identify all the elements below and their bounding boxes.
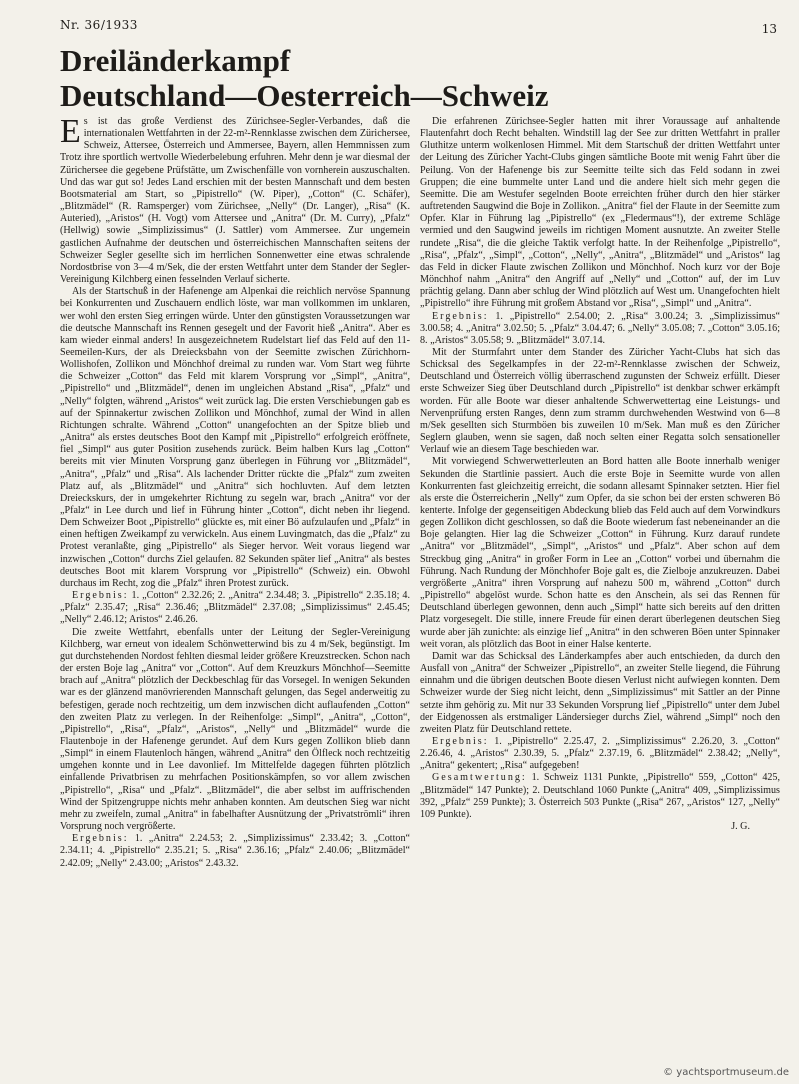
- result-text: 1. „Anitra“ 2.24.53; 2. „Simplizissimus“ 2.33.42; 3. „Cotton“ 2.34.11; 4. „Pipistrello“ 2.35.21; 5. „Risa“ 2.36.16; „Pfalz“ 2.40.06; „Blitzmädel“ 2.42.09; „Nelly“ 2.43.00; „Aristos“ 2.43.32.: [60, 833, 410, 869]
- intro-text: s ist das große Verdienst des Zürichsee-Segler-Verbandes, daß die internationalen Wettfahrten in der 22-m²-Rennklasse zwischen dem Zürichersee, Schweiz, Attersee, Österreich und Ammersee, Bayern, allen Hemmnissen zum Trotz ihre sportlich wertvolle Wiederbelebung erfuhren. Mehr denn je war diesmal der Zürichersee die gegebene Prüfstätte, um Zwischenfälle von vornherein auszuschalten. Und das war gut so! Jedes Land erschien mit der besten Mannschaft und dem besten Bootsmaterial am Start, so „Pipistrello“ (W. Piper), „Cotton“ (C. Schäfer), „Blitzmädel“ (R. Ramsperger) vom Zürichsee, „Nelly“ (Dr. Langer), „Risa“ (K. Auteried), „Aristos“ (H. Vogt) vom Attersee und „Anitra“ (Dr. M. Curry), „Pfalz“ (Hellwig) sowie „Simplizissimus“ (J. Sattler) vom Ammersee. Zur ungemein gastlichen Aufnahme der deutschen und österreichischen Mannschaften seitens der Schweizer Segler gesellte sich im herrlichen Sonnenwetter eine etwas schralende Nordostbrise von 3—4 m/Sek, die der ersten Wettfahrt unter dem Stander der Segler-Vereinigung Kilchberg einen fesselnden Verlauf sicherte.: [60, 116, 410, 286]
- paragraph: Als der Startschuß in der Hafenenge am Alpenkai die reichlich nervöse Spannung bei Konkurrenten und Zuschauern endlich löste, war man vollkommen im unklaren, wer wohl den ersten Sieg erringen würde. Unter den günstigsten Voraussetzungen war die deutsche Mannschaft ins Rennen gesegelt und der Favorit hieß „Anitra“. Aber es kam wieder einmal anders! In ausgezeichnetem Rudelstart lief das Feld auf den 11-Seemeilen-Kurs, der als Dreiecksbahn von der Seemitte zwischen Zürichhorn-Wollishofen, Zollikon und Mönchhof dreimal zu runden war. Vom Start weg führte die Schweizer „Cotton“ das Feld mit klarem Vorsprung vor „Simpl“, „Anitra“, „Pipistrello“ und „Blitzmädel“, denen im ungleichen Abstand „Risa“, „Pfalz“ und „Nelly“ folgten, während „Aristos“ weit zurück lag. Die ersten Verschiebungen gab es auf der Spinnakertur zwischen Zollikon und Mönchhof, zumal der Wind in allen Richtungen schralte. Während „Cotton“ unangefochten an der Spitze blieb und „Anitra“ als erstes deutsches Boot den Kampf mit „Pipistrello“ erfolgreich eröffnete, fiel „Simpl“ aus guter Position zusehends zurück. Beim halben Kurs lag „Cotton“ bereits mit vier Minuten Vorsprung ganz überlegen in Führung vor „Blitzmädel“, „Anitra“, „Pfalz“ und „Risa“. Als lachender Dritter rückte die „Pfalz“ zum zweiten Platz auf, als „Blitzmädel“ und „Anitra“ sich hochluvten. Auf dem letzten Dreieckskurs, der in umgekehrter Richtung zu segeln war, brach „Anitra“ vor der „Pfalz“ in Lee durch und lief in Führung hinter „Cotton“, dicht neben ihr liegend. Dem Schweizer Boot „Pipistrello“ glückte es, mit einer Bö aufzulaufen und „Pfalz“ in einen heftigen Zweikampf zu verwickeln. Aus einem Luvingmatch, das die „Pfalz“ zu Protest veranlaßte, ging „Pipistrello“ als Sieger hervor. Weit voraus liegend war inzwischen „Cotton“ durchs Ziel gelaufen. 82 Sekunden später lief „Anitra“ als bestes deutsches Boot mit klarem Vorsprung vor „Pipistrello“ (Schweiz) ein. Obwohl durchaus im Recht, zog die „Pfalz“ ihren Protest zurück.: [60, 286, 410, 589]
- paragraph: Die erfahrenen Zürichsee-Segler hatten mit ihrer Voraussage auf anhaltende Flautenfahrt doch Recht behalten. Windstill lag der See zur dritten Wettfahrt in praller Gluthitze unterm wolkenlosen Himmel. Mit dem Startschuß der dritten Wettfahrt unter der Leitung des Züricher Yacht-Clubs gingen sämtliche Boote mit wenig Fahrt über die Peilung. Von der Hafenenge bis zur Seemitte teilte sich das Feld sodann in zwei Gruppen; die eine bummelte unter Land und die andere hielt sich mehr gegen die Seemitte. Die am Westufer segelnden Boote erreichten früher durch den hier stärker auftretenden Saugwind die Boje in Zollikon. „Anitra“ fiel der Flaute in der Seemitte zum Opfer. Klar in Führung lag „Pipistrello“ (ex „Fledermaus“!), der extreme Schläge vermied und den Saugwind jeweils im richtigen Moment ausnutzte. An zweiter Stelle rundete „Risa“, die die gleiche Taktik verfolgt hatte. In der Reihenfolge „Pipistrello“, „Risa“, „Pfalz“, „Simpl“, „Cotton“, „Nelly“, „Anitra“, „Blitzmädel“ und „Aristos“ lag das Feld in dicker Flaute zwischen Zollikon und Mönchhof. Noch kurz vor der Boje Mönchhof nahm „Anitra“ den Angriff auf „Nelly“ und „Cotton“ auf, der im Luv prächtig gelang. Dann aber schlug der Wind plötzlich auf West um. Unangefochten hielt „Pipistrello“ ihre Führung mit großem Abstand vor „Risa“, „Simpl“ und „Anitra“.: [420, 116, 780, 310]
- result-label: Ergebnis:: [432, 310, 489, 322]
- paragraph: Mit der Sturmfahrt unter dem Stander des Züricher Yacht-Clubs hat sich das Schicksal des Segelkampfes in der 22-m²-Rennklasse zwischen der Schweiz, Deutschland und Österreich völlig überraschend zugunsten der Schweiz erfüllt. Dieser erste Schweizer Sieg über Deutschland durch „Pipistrello“ ist denkbar schwer erkämpft worden. Für alle Boote war dieser anhaltende Schwerwettertag eine Leistungs- und Nervenprüfung ersten Ranges, denn zum stramm durchwehenden Westwind von 6—8 m/Sek gesellten sich Sturmböen bis zuweilen 10 m/Sek. Man muß es den Züricher Seglern glauben, wenn sie sagen, daß noch selten einer Regatta solch sensationeller Verlauf wie an diesem Tage beschieden war.: [420, 346, 780, 456]
- result-paragraph: [420, 311, 780, 347]
- article-title-line1: Dreiländerkampf: [60, 43, 291, 78]
- right-column: [420, 116, 780, 1071]
- issue-number: Nr. 36/1933: [60, 18, 138, 32]
- paragraph: Damit war das Schicksal des Länderkampfes aber auch entschieden, da durch den Ausfall von „Anitra“ der Schweizer „Pipistrello“, an zweiter Stelle liegend, die Führung einnahm und die übrigen deutschen Boote diesen Verlust nicht aufwiegen konnten. Dem Schweizer wurde der Sieg nicht leicht, denn „Simplizissimus“ mit Sattler an der Pinne setzte ihm gehörig zu. Mit nur 33 Sekunden Vorsprung lief „Pipistrello“ unter dem Jubel der Eidgenossen als erstmaliger Ländersieger durchs Ziel, während „Simpl“ noch den zweiten Platz für Deutschland rettete.: [420, 650, 780, 735]
- result-text: 1. „Pipistrello“ 2.25.47, 2. „Simplizissimus“ 2.26.20, 3. „Cotton“ 2.26.46, 4. „Aristos“ 2.30.39, 5. „Pfalz“ 2.37.19, 6. „Blitzmädel“ 2.38.42; „Nelly“, „Anitra“ gekentert; „Risa“ aufgegeben!: [420, 735, 780, 772]
- result-label: Ergebnis:: [72, 833, 129, 845]
- result-text: 1. „Pipistrello“ 2.54.00; 2. „Risa“ 3.00.24; 3. „Simplizissimus“ 3.00.58; 4. „Anitra“ 3.02.50; 5. „Pfalz“ 3.04.47; 6. „Nelly“ 3.05.08; 7. „Cotton“ 3.05.16; 8. „Aristos“ 3.05.58; 9. „Blitzmädel“ 3.07.14.: [420, 310, 780, 346]
- overall-text: 1. Schweiz 1131 Punkte, „Pipistrello“ 559, „Cotton“ 425, „Blitzmädel“ 147 Punkte); 2. Deutschland 1060 Punkte („Anitra“ 409, „Simplizissimus 392, „Pfalz“ 259 Punkte); 3. Österreich 503 Punkte („Risa“ 267, „Aristos“ 127, „Nelly“ 109 Punkte).: [420, 772, 780, 820]
- article-title-line2: Deutschland—Oesterreich—Schweiz: [60, 78, 549, 113]
- paragraph: Die zweite Wettfahrt, ebenfalls unter der Leitung der Segler-Vereinigung Kilchberg, war erneut von idealem Schönwetterwind bis zu 4 m/Sek, begünstigt. Im gut durchstehenden Nordost fehlten diesmal leider größere Kreuzstrecken. Schon nach der ersten Boje lag „Anitra“ vor „Cotton“. Auf dem Kreuzkurs Mönchhof—Seemitte brach auf „Anitra“ plötzlich der Deckbeschlag für das Vorsegel. In wenigen Sekunden war es der glänzend manövrierenden Mannschaft gelungen, das Segel anderweitig zu befestigen, gerade noch rechtzeitig, um dem inzwischen dicht auflaufenden „Cotton“ den zweiten Platz zu verlegen. In der Reihenfolge: „Simpl“, „Anitra“, „Cotton“, „Pipistrello“, „Risa“, „Pfalz“, „Aristos“, „Nelly“ und „Blitzmädel“ wurde die Flautenboje in der Hafenenge gerundet. Auf dem Kurs gegen Zollikon blieb dann „Simpl“ in einem Flautenloch hängen, während „Anitra“ den Ölfleck noch rechtzeitig umgehen konnte und in Lee davonlief. Im Mittelfelde dagegen führten plötzlich einfallende Privatbrisen zu mehrfachen Positionskämpfen, so vor allem zwischen „Pipistrello“, „Risa“ und „Pfalz“. „Blitzmädel“, die aber selbst im auffrischenden Wind der Spitzengruppe nichts mehr anhaben konnten. Am deutschen Sieg war nicht mehr zu zweifeln, zumal „Anitra“ in fabelhafter Ausnützung der „Privatströmli“ ihren Vorsprung noch vergrößerte.: [60, 626, 410, 833]
- intro-paragraph: [60, 116, 410, 286]
- paragraph: Mit vorwiegend Schwerwetterleuten an Bord hatten alle Boote innerhalb weniger Sekunden die Startlinie passiert. Auch die erste Boje in Seemitte wurde von allen Konkurrenten fast gleichzeitig erreicht, die sodann allesamt Spinnaker setzten. Hier fiel als erste die Österreicherin „Nelly“ zum Opfer, da sie schon bei der ersten schweren Bö kenterte. Infolge der gegenseitigen Abdeckung blieb das Feld auch auf dem Vorwindkurs gegen Zollikon dicht geschlossen, so daß die Boote wiederum fast nebeneinander an die Boje gelangten. Hier lag die Schweizer „Cotton“ in Führung. Kurz darauf rundete „Anitra“ vor „Blitzmädel“, „Simpl“, „Aristos“ und „Pfalz“. Aber schon auf dem Streckbug ging „Anitra“ in großer Form in Lee an „Cotton“ vorbei und übernahm die Führung. Nach Rundung der Mönchhofer Boje galt es, die Zielboje anzukreuzen. Dabei vergrößerte „Anitra“ ihren Vorsprung auf nahezu 500 m, während „Cotton“ durch „Pipistrello“ abgelöst wurde. Schon hatte es den Anschein, als sei das Rennen für Deutschland überlegen gewonnen, denn auch „Simpl“ hatte sich bereits auf den dritten Platz vorgesegelt. Die stille, innere Freude für einen derart überlegenen deutschen Sieg wurde aber jäh zunichte: als einzige lief „Anitra“ in den schweren Böen unter Spinnaker weit voran, als plötzlich das Boot in einer Halse kenterte.: [420, 456, 780, 650]
- author-signature: J. G.: [731, 821, 750, 833]
- watermark: © yachtsportmuseum.de: [663, 1067, 789, 1078]
- result-paragraph: [60, 590, 410, 626]
- page-number: 13: [761, 22, 777, 36]
- result-text: 1. „Cotton“ 2.32.26; 2. „Anitra“ 2.34.48; 3. „Pipistrello“ 2.35.18; 4. „Pfalz“ 2.35.47; „Risa“ 2.36.46; „Blitzmädel“ 2.37.08; „Simplizissimus“ 2.45.45; „Nelly“ 2.46.12; Aristos“ 2.46.26.: [60, 590, 410, 626]
- drop-cap: E: [60, 116, 81, 150]
- result-paragraph: [420, 736, 780, 772]
- overall-label: Gesamtwertung:: [432, 772, 527, 784]
- left-column: [60, 116, 410, 1071]
- result-label: Ergebnis:: [72, 590, 129, 602]
- result-paragraph: [60, 833, 410, 869]
- result-label: Ergebnis:: [432, 735, 489, 747]
- overall-standings: [420, 772, 780, 821]
